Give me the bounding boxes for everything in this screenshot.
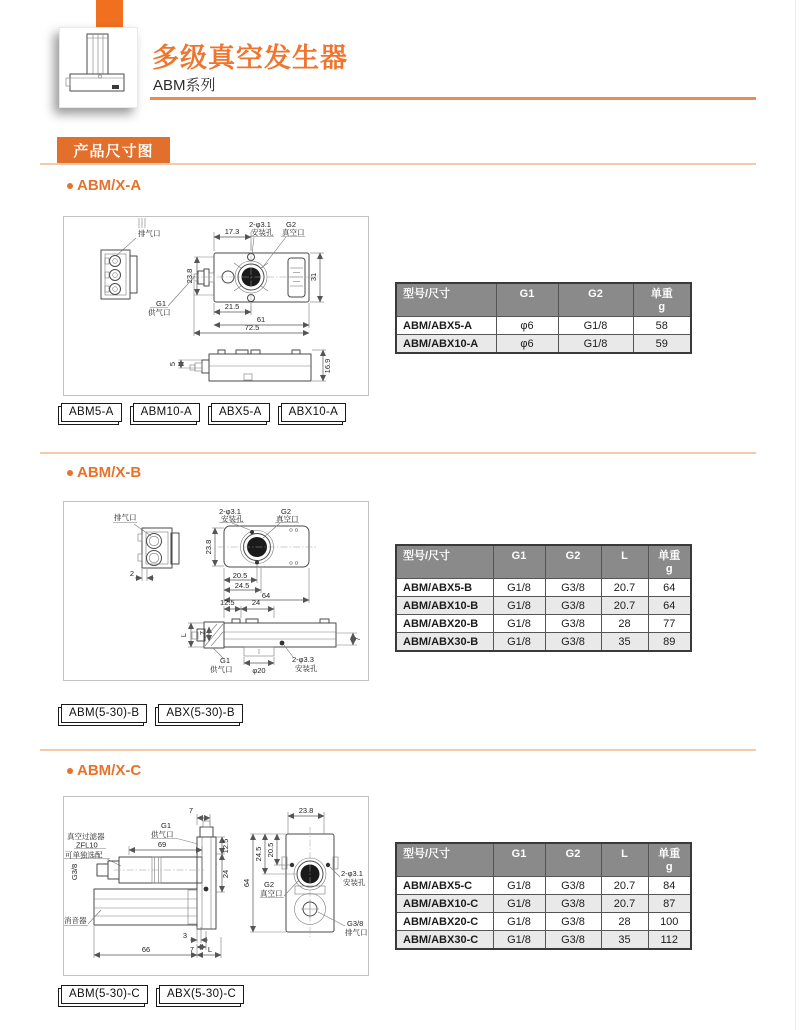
bullet-icon (67, 768, 73, 774)
section-heading-abm-x-a (67, 177, 141, 194)
table-row (396, 633, 691, 652)
section-separator (40, 452, 756, 454)
cell: G3/8 (545, 597, 601, 615)
dim-label: 2-φ3.1 (341, 869, 363, 878)
cell: φ6 (496, 335, 558, 354)
dim-label: 64 (242, 878, 251, 888)
product-thumbnail (59, 27, 138, 108)
cell: 58 (633, 317, 691, 335)
header-cell: G1 (493, 843, 545, 877)
cell: 59 (633, 335, 691, 354)
header-cell: L (601, 545, 648, 579)
cell: 35 (601, 931, 648, 950)
cell: 28 (601, 615, 648, 633)
model-tag: ABM10-A (133, 403, 200, 422)
spec-table-a (395, 282, 692, 354)
label-filter-model: ZFL10 (76, 840, 98, 850)
dim-label: 69 (157, 840, 167, 849)
cell: 100 (648, 913, 691, 931)
dim-label: 7 (188, 806, 194, 815)
cell: 28 (601, 913, 648, 931)
dim-label: 2-φ3.3 (292, 655, 314, 664)
dim-label: 66 (141, 945, 151, 954)
end-view (250, 812, 345, 937)
table-header-row (396, 283, 691, 317)
cell: G3/8 (545, 931, 601, 950)
label-vacuum-port: 真空口 (282, 228, 305, 237)
header-cell: 单重 g (648, 843, 691, 877)
cell: G1/8 (493, 579, 545, 597)
section-badge: 产品尺寸图 (57, 137, 170, 164)
dim-label: 12.5 (220, 598, 235, 607)
header-cell: G2 (545, 843, 601, 877)
header-cell: L (601, 843, 648, 877)
front-view (188, 606, 357, 665)
cell: G1/8 (493, 931, 545, 950)
cell-model: ABM/ABX10-A (396, 335, 496, 354)
dim-label: 23.8 (298, 806, 314, 815)
cell: G3/8 (545, 913, 601, 931)
bullet-icon (67, 470, 73, 476)
cell: 89 (648, 633, 691, 652)
label-exhaust-port: 排气口 (345, 928, 368, 937)
model-tag: ABM(5-30)-C (61, 985, 148, 1004)
cell: G1/8 (493, 597, 545, 615)
cell: G1/8 (558, 317, 633, 335)
dim-label: L (179, 632, 188, 638)
spec-table-b (395, 544, 692, 652)
table-row (396, 335, 691, 354)
dim-label: 24.5 (254, 846, 263, 862)
dim-label: 2-φ3.1 (249, 220, 271, 229)
cell: φ6 (496, 317, 558, 335)
table-row (396, 597, 691, 615)
model-tag: ABX(5-30)-B (158, 704, 243, 723)
dim-label: 61 (256, 315, 266, 324)
front-view (178, 350, 326, 381)
header-cell: G1 (493, 545, 545, 579)
section-heading-abm-x-c (67, 762, 141, 779)
dim-label: 20.5 (266, 842, 275, 858)
cell: G1/8 (558, 335, 633, 354)
dim-label: G2 (286, 220, 297, 229)
cell-model: ABM/ABX10-C (396, 895, 493, 913)
dim-label: 16.9 (323, 358, 332, 374)
header-cell: 型号/尺寸 (396, 283, 496, 317)
dim-label: 7 (198, 630, 207, 636)
vacuum-generator-sketch (66, 34, 124, 91)
table-row (396, 317, 691, 335)
model-tag: ABM5-A (61, 403, 122, 422)
cell-model: ABM/ABX10-B (396, 597, 493, 615)
cell: G1/8 (493, 633, 545, 652)
dim-label: 20.5 (232, 571, 248, 580)
dim-label: G1 (161, 821, 172, 830)
bullet-icon (67, 183, 73, 189)
cell: 64 (648, 579, 691, 597)
dim-label: 12.5 (221, 838, 230, 854)
dim-label: 23.8 (204, 539, 213, 555)
cell: G3/8 (545, 877, 601, 895)
dim-label: 5 (168, 361, 177, 367)
header-rule (150, 97, 756, 100)
table-row (396, 913, 691, 931)
header-cell: 型号/尺寸 (396, 843, 493, 877)
dim-label: 64 (261, 591, 271, 600)
cell: 87 (648, 895, 691, 913)
label-supply-port: 供气口 (148, 308, 171, 317)
model-tags-a (61, 403, 346, 422)
cell: G1/8 (493, 895, 545, 913)
dim-label: 3 (182, 931, 188, 940)
dim-label: 21.5 (224, 302, 240, 311)
table-row (396, 579, 691, 597)
dim-label: 24.5 (234, 581, 250, 590)
model-tag: ABX(5-30)-C (159, 985, 244, 1004)
dim-label: 17.3 (224, 227, 240, 236)
cell: G1/8 (493, 615, 545, 633)
cell-model: ABM/ABX5-A (396, 317, 496, 335)
cell: 20.7 (601, 877, 648, 895)
cell: 77 (648, 615, 691, 633)
label-exhaust-port: 排气口 (114, 513, 137, 522)
side-view (113, 523, 179, 582)
section-heading-label: ABM/X-B (77, 464, 142, 481)
drawing-panel-b (63, 501, 369, 681)
dim-label: 72.5 (244, 323, 260, 332)
dim-label: φ20 (252, 666, 266, 675)
cell: 20.7 (601, 895, 648, 913)
cell: 112 (648, 931, 691, 950)
model-tags-c (61, 985, 244, 1004)
header-cell: G1 (496, 283, 558, 317)
product-sketch-icon (60, 28, 135, 105)
spec-table-c (395, 842, 692, 950)
section-heading-label: ABM/X-C (77, 762, 142, 779)
label-supply-port: 供气口 (210, 665, 233, 674)
model-tag: ABX10-A (281, 403, 346, 422)
model-tags-b (61, 704, 243, 723)
label-filter-note: 可单独选配 (65, 850, 103, 860)
dim-label: 7 (353, 636, 362, 642)
dim-label: 2 (129, 569, 135, 578)
header-cell: 单重 g (648, 545, 691, 579)
section-heading-abm-x-b (67, 464, 141, 481)
model-tag: ABX5-A (211, 403, 270, 422)
table-header-row (396, 545, 691, 579)
dim-label: G3/8 (70, 863, 79, 881)
series-subtitle: ABM系列 (153, 77, 216, 94)
section-heading-label: ABM/X-A (77, 177, 142, 194)
cell: G1/8 (493, 913, 545, 931)
page-edge (795, 0, 796, 1030)
label-supply-port: 供气口 (151, 830, 174, 839)
dim-label: 安装孔 (343, 878, 366, 887)
table-row (396, 931, 691, 950)
table-row (396, 877, 691, 895)
header-cell: 型号/尺寸 (396, 545, 493, 579)
dim-label: G2 (281, 507, 292, 516)
table-row (396, 895, 691, 913)
dim-label: 31 (309, 272, 318, 282)
cell: 64 (648, 597, 691, 615)
dimension-drawing-b (64, 502, 368, 680)
cell: G3/8 (545, 633, 601, 652)
drawing-panel-c (63, 796, 369, 976)
cell-model: ABM/ABX5-B (396, 579, 493, 597)
dim-label: G1 (220, 656, 231, 665)
section-separator (40, 749, 756, 751)
label-vacuum-port: 真空口 (276, 514, 299, 524)
label-vacuum-filter: 真空过滤器 (67, 832, 105, 841)
dim-label: 安装孔 (221, 514, 244, 524)
page-title: 多级真空发生器 (152, 43, 348, 73)
cell: G3/8 (545, 615, 601, 633)
cell-model: ABM/ABX20-B (396, 615, 493, 633)
header-cell: G2 (545, 545, 601, 579)
drawing-panel-a (63, 216, 369, 396)
label-silencer: 消音器 (64, 916, 87, 925)
dim-label: G3/8 (347, 919, 364, 928)
header-cell: G2 (558, 283, 633, 317)
label-vacuum-port: 真空口 (260, 889, 283, 898)
dim-label: 安装孔 (295, 664, 318, 673)
cell-model: ABM/ABX5-C (396, 877, 493, 895)
badge-rule (40, 163, 756, 165)
dim-label: G1 (156, 299, 167, 308)
cell: 20.7 (601, 597, 648, 615)
header-cell: 单重 g (633, 283, 691, 317)
table-row (396, 615, 691, 633)
cell-model: ABM/ABX30-C (396, 931, 493, 950)
cell: 20.7 (601, 579, 648, 597)
cell: 35 (601, 633, 648, 652)
dim-label: 7 (189, 945, 195, 954)
table-header-row (396, 843, 691, 877)
cell-model: ABM/ABX20-C (396, 913, 493, 931)
dim-label: 24 (251, 598, 261, 607)
dim-label: 2-φ3.1 (219, 507, 241, 516)
cell-model: ABM/ABX30-B (396, 633, 493, 652)
dimension-drawing-a (64, 217, 368, 395)
dim-label: 24 (221, 869, 230, 879)
dim-label: 安装孔 (251, 228, 274, 237)
dim-label: G2 (264, 880, 275, 889)
dim-label: L (207, 945, 213, 954)
cell: G1/8 (493, 877, 545, 895)
top-view (192, 243, 318, 311)
dim-label: 23.8 (185, 268, 194, 284)
dimensions (150, 232, 324, 336)
cell: G3/8 (545, 895, 601, 913)
cell: G3/8 (545, 579, 601, 597)
label-exhaust-port: 排气口 (138, 229, 161, 238)
model-tag: ABM(5-30)-B (61, 704, 147, 723)
header-orange-tab (96, 0, 123, 28)
dimension-drawing-c (64, 797, 368, 975)
cell: 84 (648, 877, 691, 895)
